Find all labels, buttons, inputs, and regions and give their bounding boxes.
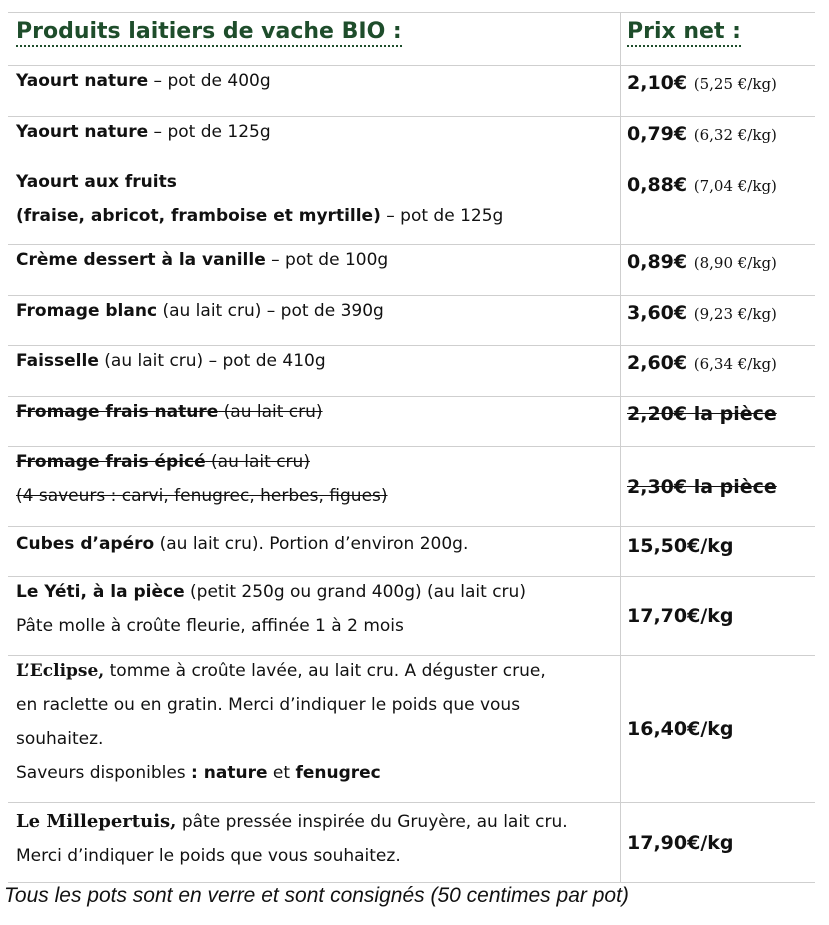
table-row: Yaourt nature – pot de 125g Yaourt aux fruits (fraise, abricot, framboise et myrtille) – pot de 125g 0,79€ (6,32 €/kg) 0,88€ (7,04 €/kg) [8,117,815,245]
table-row: Fromage frais épicé (au lait cru) (4 saveurs : carvi, fenugrec, herbes, figues) 2,30€ la pièce [8,447,815,527]
price-header: Prix net : [627,19,741,47]
products-header: Produits laitiers de vache BIO : [16,19,402,47]
price-table [8,12,815,883]
table-row: Faisselle (au lait cru) – pot de 410g 2,60€ (6,34 €/kg) [8,346,815,397]
table-row: Yaourt nature – pot de 400g 2,10€ (5,25 €/kg) [8,66,815,117]
table-row: L’Eclipse, tomme à croûte lavée, au lait cru. A déguster crue, en raclette ou en gratin. Merci d’indiquer le poids que vous souhaitez. Saveurs disponibles : nature et fenugrec 16,40€/kg [8,656,815,803]
table-row: Fromage frais nature (au lait cru) 2,20€ la pièce [8,397,815,447]
table-row: Cubes d’apéro (au lait cru). Portion d’environ 200g. 15,50€/kg [8,527,815,577]
table-row: Crème dessert à la vanille – pot de 100g 0,89€ (8,90 €/kg) [8,245,815,296]
footer-note: Tous les pots sont en verre et sont consignés (50 centimes par pot) [4,884,629,907]
table-row: Le Yéti, à la pièce (petit 250g ou grand 400g) (au lait cru) Pâte molle à croûte fleurie, affinée 1 à 2 mois 17,70€/kg [8,577,815,656]
table-header-row [8,13,815,66]
table-row: Le Millepertuis, pâte pressée inspirée du Gruyère, au lait cru. Merci d’indiquer le poids que vous souhaitez. 17,90€/kg [8,803,815,883]
table-row: Fromage blanc (au lait cru) – pot de 390g 3,60€ (9,23 €/kg) [8,296,815,346]
